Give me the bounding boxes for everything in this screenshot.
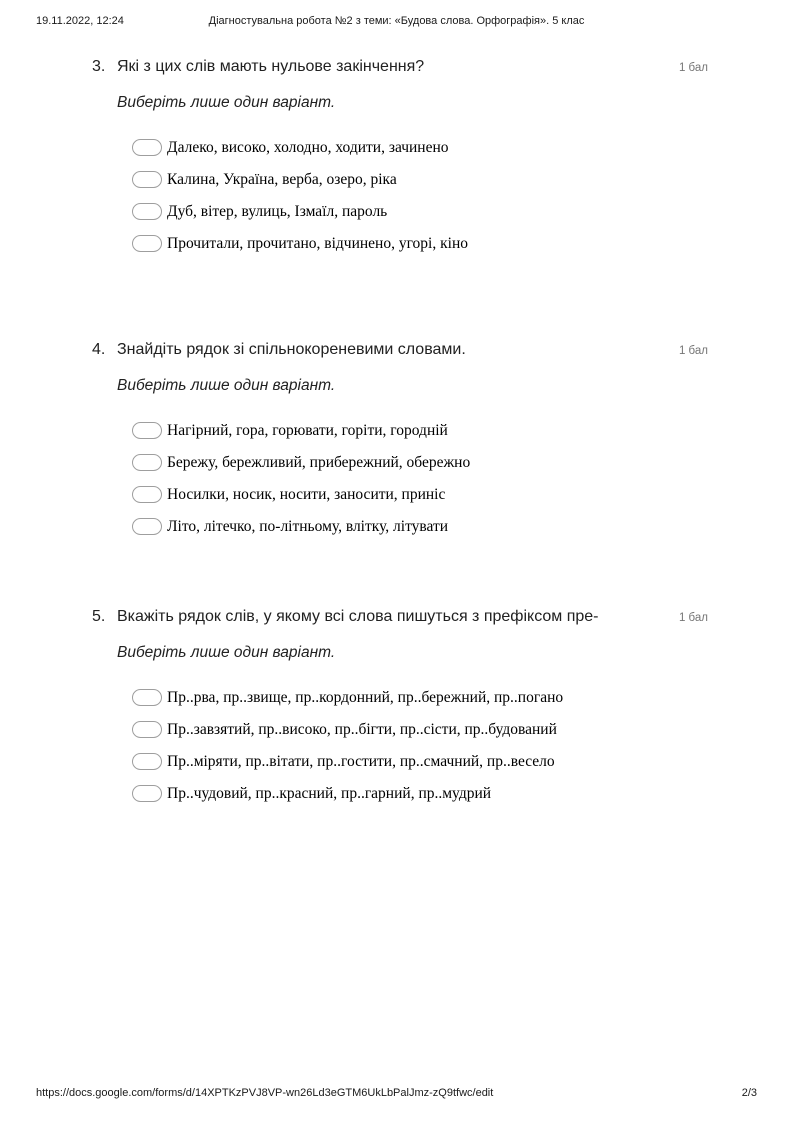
- footer-url: https://docs.google.com/forms/d/14XPTKzPVJ8VP-wn26Ld3eGTM6UkLbPalJmz-zQ9tfwc/edit: [36, 1087, 494, 1099]
- question-text: Знайдіть рядок зі спільнокореневими словами.: [117, 341, 466, 358]
- option-row: [132, 227, 708, 259]
- options-list: [132, 681, 708, 809]
- radio-button[interactable]: [132, 721, 162, 738]
- option-label: Калина, Україна, верба, озеро, ріка: [167, 171, 397, 188]
- option-row: [132, 131, 708, 163]
- page-header: [36, 15, 757, 29]
- question-instruction: Виберіть лише один варіант.: [117, 644, 336, 661]
- option-row: [132, 510, 708, 542]
- radio-button[interactable]: [132, 689, 162, 706]
- option-row: [132, 745, 708, 777]
- option-row: [132, 478, 708, 510]
- option-label: Носилки, носик, носити, заносити, приніс: [167, 486, 446, 503]
- question-text: Які з цих слів мають нульове закінчення?: [117, 58, 425, 75]
- option-label: Пр..міряти, пр..вітати, пр..гостити, пр..смачний, пр..весело: [167, 753, 555, 770]
- option-label: Далеко, високо, холодно, ходити, зачинено: [167, 139, 449, 156]
- question-number: 5.: [92, 608, 106, 625]
- option-label: Прочитали, прочитано, відчинено, угорі, кіно: [167, 235, 468, 252]
- option-label: Пр..чудовий, пр..красний, пр..гарний, пр..мудрий: [167, 785, 492, 802]
- option-label: Пр..завзятий, пр..високо, пр..бігти, пр..сісти, пр..будований: [167, 721, 557, 738]
- question-number: 3.: [92, 58, 106, 75]
- question-row: [92, 607, 708, 627]
- option-row: [132, 777, 708, 809]
- radio-button[interactable]: [132, 454, 162, 471]
- radio-button[interactable]: [132, 203, 162, 220]
- radio-button[interactable]: [132, 486, 162, 503]
- footer-page-number: 2/3: [741, 1087, 757, 1099]
- radio-button[interactable]: [132, 518, 162, 535]
- radio-button[interactable]: [132, 171, 162, 188]
- option-label: Пр..рва, пр..звище, пр..кордонний, пр..бережний, пр..погано: [167, 689, 564, 706]
- option-row: [132, 163, 708, 195]
- question-row: [92, 340, 708, 360]
- question-instruction: Виберіть лише один варіант.: [117, 377, 336, 394]
- options-list: [132, 414, 708, 542]
- question-block-5: [92, 607, 708, 809]
- radio-button[interactable]: [132, 235, 162, 252]
- question-row: [92, 57, 708, 77]
- question-block-4: [92, 340, 708, 542]
- radio-button[interactable]: [132, 422, 162, 439]
- points-badge: 1 бал: [678, 612, 708, 624]
- question-instruction: Виберіть лише один варіант.: [117, 94, 336, 111]
- option-label: Бережу, бережливий, прибережний, обережно: [167, 454, 471, 471]
- radio-button[interactable]: [132, 139, 162, 156]
- header-datetime: 19.11.2022, 12:24: [36, 15, 124, 27]
- option-row: [132, 195, 708, 227]
- option-row: [132, 713, 708, 745]
- option-row: [132, 681, 708, 713]
- points-badge: 1 бал: [678, 345, 708, 357]
- question-block-3: [92, 57, 708, 259]
- header-title: Діагностувальна робота №2 з теми: «Будова слова. Орфографія». 5 клас: [208, 15, 585, 27]
- option-row: [132, 414, 708, 446]
- radio-button[interactable]: [132, 753, 162, 770]
- question-number: 4.: [92, 341, 106, 358]
- page-footer: [36, 1087, 757, 1101]
- option-row: [132, 446, 708, 478]
- option-label: Літо, літечко, по-літньому, влітку, літувати: [167, 518, 449, 535]
- radio-button[interactable]: [132, 785, 162, 802]
- option-label: Дуб, вітер, вулиць, Ізмаїл, пароль: [167, 203, 388, 220]
- points-badge: 1 бал: [678, 62, 708, 74]
- options-list: [132, 131, 708, 259]
- question-text: Вкажіть рядок слів, у якому всі слова пишуться з префіксом пре-: [117, 608, 599, 625]
- option-label: Нагірний, гора, горювати, горіти, городній: [167, 422, 448, 439]
